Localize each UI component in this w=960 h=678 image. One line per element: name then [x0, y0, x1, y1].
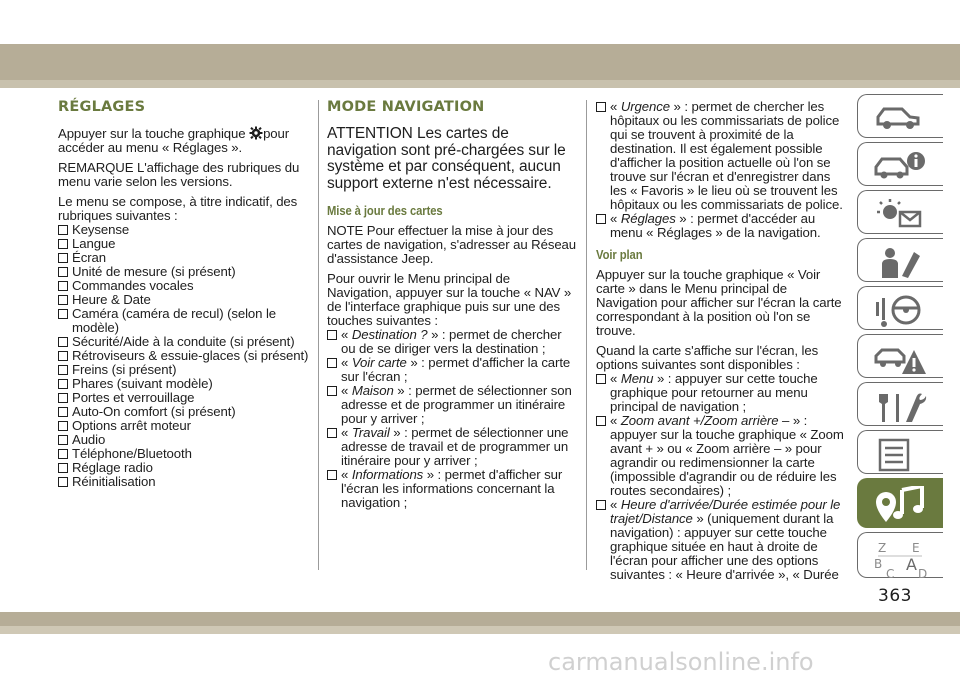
settings-list-item-label: Auto-On comfort (si présent) — [72, 404, 236, 419]
page-number: 363 — [878, 586, 912, 606]
paragraph-view-map: Appuyer sur la touche graphique « Voir carte » dans le Menu principal de Navigation pour afficher sur l'écran la carte correspondant à la position où l'on se trouve. — [596, 267, 842, 338]
settings-list-item-label: Keysense — [72, 222, 130, 237]
settings-list-item — [58, 237, 310, 251]
gear-icon — [249, 126, 263, 140]
checkbox-bullet-icon — [327, 330, 337, 340]
tools-icon — [872, 390, 928, 424]
svg-text:E: E — [912, 541, 920, 555]
navigation-option-text: « Réglages » : permet d'accéder au menu « Réglages » de la navigation. — [610, 211, 821, 240]
warning-lights-icon — [872, 198, 928, 232]
map-option-text: « Heure d'arrivée/Durée estimée pour le trajet/Distance » (uniquement durant la navigation) : appuyer sur cette touche graphique située en haut à droite de l'écran pour afficher une des options suivantes : « Heure d'arrivée », « Durée — [610, 497, 841, 582]
settings-list-item — [58, 307, 310, 335]
checkbox-bullet-icon — [58, 393, 68, 403]
settings-list-item — [58, 377, 310, 391]
settings-list-item — [58, 461, 310, 475]
checkbox-bullet-icon — [58, 225, 68, 235]
navigation-options-list — [327, 328, 577, 510]
svg-text:D: D — [918, 567, 928, 580]
navigation-option-name: Destination ? — [351, 327, 428, 342]
tab-specifications[interactable] — [857, 430, 943, 474]
navigation-option — [327, 328, 577, 356]
checkbox-bullet-icon — [58, 253, 68, 263]
paragraph-open-menu: Pour ouvrir le Menu principal de Navigation, appuyer sur la touche « NAV » de l'interface graphique puis sur une des touches suivantes : — [327, 271, 572, 328]
settings-list-item-label: Langue — [72, 236, 116, 251]
steering-wheel-icon — [872, 294, 928, 328]
checkbox-bullet-icon — [596, 214, 606, 224]
footer-band-light — [0, 626, 960, 634]
checkbox-bullet-icon — [58, 309, 68, 319]
tab-safety[interactable] — [857, 238, 943, 282]
checklist-icon — [872, 438, 928, 472]
paragraph-menu-intro: Le menu se compose, à titre indicatif, des rubriques suivantes : — [58, 194, 298, 223]
attention-note: ATTENTION Les cartes de navigation sont pré-chargées sur le système et par conséquent, aucun support externe n'est nécessaire. — [327, 125, 566, 192]
settings-list-item-label: Options arrêt moteur — [72, 418, 191, 433]
map-option-name: Menu — [620, 371, 654, 386]
checkbox-bullet-icon — [58, 337, 68, 347]
navigation-option — [596, 212, 846, 240]
settings-list-item — [58, 363, 310, 377]
column-navigation — [327, 100, 577, 510]
paragraph-remark: REMARQUE L'affichage des rubriques du menu varie selon les versions. — [58, 160, 300, 189]
checkbox-bullet-icon — [596, 102, 606, 112]
tab-info[interactable] — [857, 142, 943, 186]
checkbox-bullet-icon — [58, 281, 68, 291]
subtitle-map-update: Mise à jour des cartes — [327, 204, 443, 218]
checkbox-bullet-icon — [58, 449, 68, 459]
settings-list-item-label: Unité de mesure (si présent) — [72, 264, 236, 279]
settings-list-item-label: Freins (si présent) — [72, 362, 177, 377]
paragraph-intro: Appuyer sur la touche graphique pour accéder au menu « Réglages ». — [58, 126, 290, 155]
navigation-option-text: « Informations » : permet d'afficher sur l'écran les informations concernant la navigation ; — [341, 467, 563, 510]
map-option-name: Heure d'arrivée/Durée estimée pour le trajet/Distance — [610, 497, 841, 526]
navigation-option-text: « Urgence » : permet de chercher les hôpitaux ou les commissariats de police qui se trouvent à proximité de la destination. Il est également possible d'afficher la position actuelle où l'on se trouve sur l'écran et d'enregistrer dans les « Favoris » le lieu où se trouvent les hôpitaux ou les commissariats de police. — [610, 99, 843, 212]
navigation-option-name: Informations — [351, 467, 424, 482]
navigation-option-name: Urgence — [620, 99, 670, 114]
checkbox-bullet-icon — [58, 407, 68, 417]
column-divider — [586, 100, 587, 570]
navigation-option-name: Voir carte — [351, 355, 407, 370]
column-settings — [58, 100, 310, 489]
map-options-list — [596, 372, 846, 582]
checkbox-bullet-icon — [58, 351, 68, 361]
map-option-name: Zoom avant +/Zoom arrière – — [620, 413, 790, 428]
settings-list-item-label: Audio — [72, 432, 106, 447]
car-icon — [872, 102, 928, 132]
settings-list-item — [58, 419, 310, 433]
column-navigation-continued — [596, 100, 846, 582]
navigation-option — [596, 100, 846, 212]
tab-emergency[interactable] — [857, 334, 943, 378]
navigation-options-list-continued — [596, 100, 846, 240]
checkbox-bullet-icon — [58, 365, 68, 375]
emergency-car-icon — [872, 342, 928, 376]
checkbox-bullet-icon — [596, 416, 606, 426]
settings-list-item-label: Sécurité/Aide à la conduite (si présent) — [72, 334, 295, 349]
navigation-option-text: « Voir carte » : permet d'afficher la carte sur l'écran ; — [341, 355, 571, 384]
map-option-text: « Zoom avant +/Zoom arrière – » : appuyer sur la touche graphique « Zoom avant + » ou « Zoom arrière – » pour agrandir ou redimensionner la carte (impossible d'agrandir ou de réduire les routes secondaires) ; — [610, 413, 844, 498]
settings-list-item — [58, 475, 310, 489]
settings-list-item-label: Écran — [72, 250, 106, 265]
checkbox-bullet-icon — [58, 379, 68, 389]
settings-list-item — [58, 349, 310, 363]
settings-list-item-label: Téléphone/Bluetooth — [72, 446, 192, 461]
footer-band — [0, 612, 960, 626]
svg-text:C: C — [886, 567, 895, 580]
map-option — [596, 414, 846, 498]
map-option-text: « Menu » : appuyer sur cette touche graphique pour retourner au menu principal de navigation ; — [610, 371, 818, 414]
settings-list-item — [58, 265, 310, 279]
watermark: carmanualsonline.info — [548, 648, 814, 676]
multimedia-navigation-icon — [872, 486, 930, 524]
settings-list-item-label: Réglage radio — [72, 460, 153, 475]
checkbox-bullet-icon — [58, 421, 68, 431]
settings-list-item — [58, 447, 310, 461]
checkbox-bullet-icon — [596, 374, 606, 384]
index-letters-icon — [872, 540, 928, 580]
header-band-light — [0, 80, 960, 88]
tab-lights-warnings[interactable] — [857, 190, 943, 234]
top-margin — [0, 0, 960, 44]
settings-list-item — [58, 279, 310, 293]
subtitle-view-map: Voir plan — [596, 248, 643, 262]
navigation-option-name: Travail — [351, 425, 390, 440]
settings-list-item — [58, 335, 310, 349]
navigation-option-name: Réglages — [620, 211, 676, 226]
checkbox-bullet-icon — [327, 386, 337, 396]
tab-maintenance[interactable] — [857, 382, 943, 426]
tab-index[interactable] — [857, 532, 943, 578]
svg-text:B: B — [874, 557, 883, 571]
section-title-navigation: MODE NAVIGATION — [327, 99, 485, 115]
settings-list-item — [58, 405, 310, 419]
navigation-option-name: Maison — [351, 383, 394, 398]
settings-list-item — [58, 433, 310, 447]
section-title-reglages: RÉGLAGES — [58, 99, 146, 115]
checkbox-bullet-icon — [58, 239, 68, 249]
checkbox-bullet-icon — [58, 435, 68, 445]
seatbelt-icon — [872, 246, 928, 280]
settings-list-item — [58, 293, 310, 307]
svg-text:A: A — [906, 555, 917, 574]
checkbox-bullet-icon — [327, 470, 337, 480]
car-info-icon — [872, 150, 928, 182]
svg-text:Z: Z — [878, 541, 887, 555]
settings-list-item-label: Portes et verrouillage — [72, 390, 195, 405]
settings-list — [58, 223, 310, 489]
settings-list-item — [58, 251, 310, 265]
settings-list-item-label: Réinitialisation — [72, 474, 156, 489]
settings-list-item — [58, 223, 310, 237]
header-band — [0, 44, 960, 80]
checkbox-bullet-icon — [58, 267, 68, 277]
checkbox-bullet-icon — [327, 358, 337, 368]
settings-list-item — [58, 391, 310, 405]
navigation-option — [327, 468, 577, 510]
checkbox-bullet-icon — [58, 477, 68, 487]
map-option — [596, 372, 846, 414]
navigation-option-text: « Maison » : permet de sélectionner son adresse et de programmer un itinéraire pour y arriver ; — [341, 383, 572, 426]
navigation-option — [327, 356, 577, 384]
map-option — [596, 498, 846, 582]
tab-vehicle[interactable] — [857, 94, 943, 138]
tab-multimedia[interactable] — [857, 478, 943, 528]
checkbox-bullet-icon — [58, 295, 68, 305]
settings-list-item-label: Heure & Date — [72, 292, 151, 307]
navigation-option-text: « Destination ? » : permet de chercher ou de se diriger vers la destination ; — [341, 327, 562, 356]
settings-list-item-label: Phares (suivant modèle) — [72, 376, 213, 391]
settings-list-item-label: Commandes vocales — [72, 278, 194, 293]
tab-driving[interactable] — [857, 286, 943, 330]
navigation-option-text: « Travail » : permet de sélectionner une adresse de travail et de programmer un itinéraire pour y arriver ; — [341, 425, 569, 468]
checkbox-bullet-icon — [58, 463, 68, 473]
navigation-option — [327, 384, 577, 426]
column-divider — [318, 100, 319, 570]
settings-list-item-label: Rétroviseurs & essuie-glaces (si présent) — [72, 348, 309, 363]
paragraph-note: NOTE Pour effectuer la mise à jour des cartes de navigation, s'adresser au Réseau d'assistance Jeep. — [327, 223, 577, 266]
navigation-option — [327, 426, 577, 468]
checkbox-bullet-icon — [327, 428, 337, 438]
paragraph-map-options: Quand la carte s'affiche sur l'écran, les options suivantes sont disponibles : — [596, 343, 819, 372]
checkbox-bullet-icon — [596, 500, 606, 510]
settings-list-item-label: Caméra (caméra de recul) (selon le modèle) — [72, 306, 277, 335]
